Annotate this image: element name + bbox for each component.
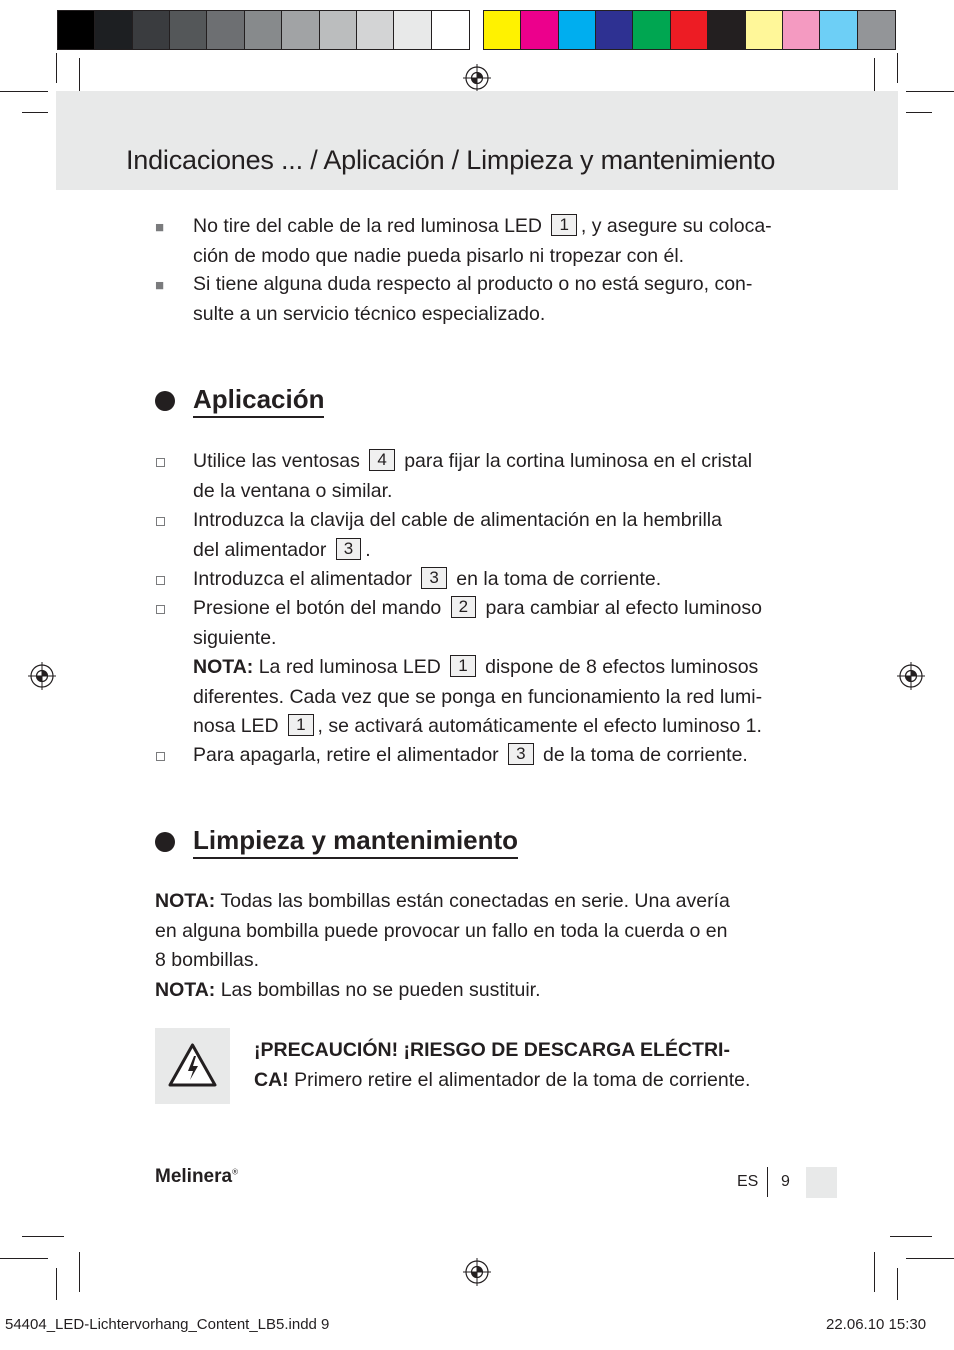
registration-mark-icon — [28, 662, 56, 690]
process-color-bar — [483, 10, 896, 50]
crop-mark — [22, 1236, 64, 1237]
ref-number: 1 — [288, 714, 313, 736]
gray-swatch — [133, 11, 170, 49]
page-title: Indicaciones ... / Aplicación / Limpieza y mantenimiento — [126, 145, 776, 175]
crop-mark — [0, 91, 48, 92]
section-title: Aplicación — [193, 384, 324, 418]
crop-mark — [56, 53, 57, 83]
process-color-swatch — [708, 11, 745, 49]
registration-mark-icon — [897, 662, 925, 690]
gray-swatch — [58, 11, 95, 49]
gray-scale-bar — [57, 10, 470, 50]
crop-mark — [56, 1268, 57, 1300]
gray-swatch — [394, 11, 431, 49]
gray-swatch — [320, 11, 357, 49]
crop-mark — [22, 112, 48, 113]
gray-swatch — [432, 11, 469, 49]
process-color-swatch — [521, 11, 558, 49]
footer-divider — [767, 1167, 768, 1197]
gray-swatch — [357, 11, 394, 49]
checkbox-bullet-icon — [156, 576, 165, 585]
ref-number: 3 — [336, 538, 361, 560]
process-color-swatch — [671, 11, 708, 49]
section-title: Limpieza y mantenimiento — [193, 825, 518, 859]
list-item: Para apagarla, retire el alimentador 3 de la toma de corriente. — [193, 744, 748, 766]
brand-logo: Melinera® — [155, 1166, 238, 1187]
crop-mark — [897, 53, 898, 83]
file-slug: 54404_LED-Lichtervorhang_Content_LB5.indd 9 — [5, 1316, 330, 1333]
gray-swatch — [170, 11, 207, 49]
crop-mark — [874, 1252, 875, 1292]
language-code: ES — [737, 1173, 759, 1190]
date-slug: 22.06.10 15:30 — [826, 1316, 927, 1333]
list-item: Introduzca la clavija del cable de alimentación en la hembrilla del alimentador 3 . — [193, 509, 722, 561]
ref-number: 3 — [421, 567, 446, 589]
ref-number: 4 — [369, 449, 394, 471]
warning-text: ¡PRECAUCIÓN! ¡RIESGO DE DESCARGA ELÉCTRI- CA! Primero retire el alimentador de la toma de corriente. — [254, 1039, 751, 1091]
crop-mark — [906, 1258, 954, 1259]
section-heading-limpieza — [155, 825, 518, 859]
note-label: NOTA: — [193, 656, 254, 678]
process-color-swatch — [746, 11, 783, 49]
process-color-swatch — [484, 11, 521, 49]
checkbox-bullet-icon — [156, 517, 165, 526]
ref-number: 1 — [450, 655, 475, 677]
checkbox-bullet-icon — [156, 752, 165, 761]
note-paragraph: NOTA: Todas las bombillas están conectadas en serie. Una avería en alguna bombilla puede provocar un fallo en toda la cuerda o en 8 bombillas. NOTA: Las bombillas no se pueden sustituir. — [155, 890, 730, 1001]
registration-mark-icon — [463, 1258, 491, 1286]
gray-swatch — [282, 11, 319, 49]
crop-mark — [890, 1236, 932, 1237]
bullet-dot-icon — [155, 391, 175, 411]
page-number: 9 — [781, 1173, 790, 1190]
gray-swatch — [245, 11, 282, 49]
crop-mark — [79, 1252, 80, 1292]
process-color-swatch — [783, 11, 820, 49]
crop-mark — [906, 112, 932, 113]
ref-number: 1 — [551, 214, 576, 236]
checkbox-bullet-icon — [156, 605, 165, 614]
crop-mark — [0, 1258, 48, 1259]
gray-swatch — [95, 11, 132, 49]
crop-mark — [897, 1268, 898, 1300]
registration-mark-icon — [463, 64, 491, 92]
electric-shock-warning-icon — [155, 1028, 230, 1104]
list-item: Si tiene alguna duda respecto al producto o no está seguro, con- sulte a un servicio técnico especializado. — [193, 273, 753, 325]
note-label: NOTA: — [155, 890, 216, 912]
list-item: Presione el botón del mando 2 para cambiar al efecto luminoso siguiente. NOTA: La red luminosa LED 1 dispone de 8 efectos luminosos diferentes. Cada vez que se ponga en funcionamiento la red lumi- nosa LED 1 , se activará automáticamente el efecto luminoso 1. — [193, 597, 763, 737]
warning-box — [155, 1028, 230, 1104]
process-color-swatch — [596, 11, 633, 49]
crop-mark — [906, 91, 954, 92]
list-item: Utilice las ventosas 4 para fijar la cortina luminosa en el cristal de la ventana o similar. — [193, 450, 753, 502]
process-color-swatch — [858, 11, 895, 49]
bullet-dot-icon — [155, 832, 175, 852]
process-color-swatch — [559, 11, 596, 49]
checkbox-bullet-icon — [156, 458, 165, 467]
square-bullet-icon: ■ — [155, 277, 165, 294]
note-label: NOTA: — [155, 978, 216, 1001]
page-tab-marker — [806, 1167, 837, 1198]
ref-number: 2 — [451, 596, 476, 618]
gray-swatch — [207, 11, 244, 49]
list-item: No tire del cable de la red luminosa LED 1 , y asegure su coloca- ción de modo que nadie pueda pisarlo ni tropezar con él. — [193, 215, 772, 267]
list-item: Introduzca el alimentador 3 en la toma de corriente. — [193, 568, 662, 590]
ref-number: 3 — [508, 743, 533, 765]
square-bullet-icon: ■ — [155, 219, 165, 236]
process-color-swatch — [820, 11, 857, 49]
process-color-swatch — [633, 11, 670, 49]
section-heading-aplicacion — [155, 384, 324, 418]
